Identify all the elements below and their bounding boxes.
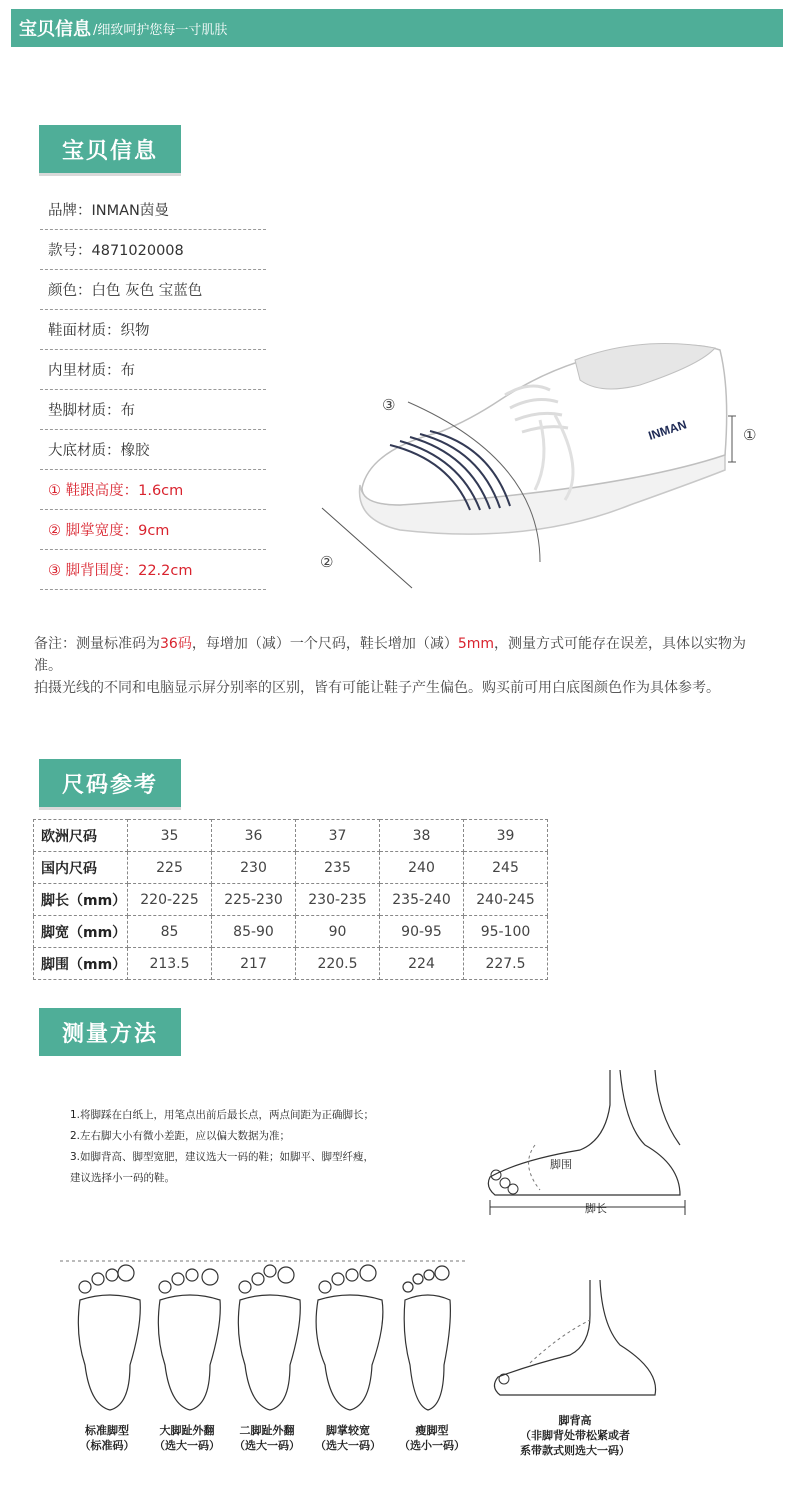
table-row: 脚长（mm） 220-225 225-230 230-235 235-240 240-245 bbox=[34, 884, 548, 916]
note-paragraph-2: 拍摄光线的不同和电脑显示屏分别率的区别，皆有可能让鞋子产生偏色。购买前可用白底图颜色作为具体参考。 bbox=[34, 680, 720, 696]
foot-type-wide: 脚掌较宽 （选大一码） bbox=[315, 1424, 381, 1452]
header-bar bbox=[11, 9, 783, 47]
step-1: 1.将脚踩在白纸上，用笔点出前后最长点，两点间距为正确脚长； bbox=[70, 1109, 375, 1121]
instep-illustration bbox=[490, 1275, 670, 1405]
section-title-size: 尺码参考 bbox=[39, 759, 181, 807]
foot-type-slim: 瘦脚型 （选小一码） bbox=[399, 1424, 465, 1452]
step-2: 2.左右脚大小有微小差距，应以偏大数据为准； bbox=[70, 1130, 291, 1142]
measurement-steps bbox=[70, 1105, 374, 1189]
info-upper-material: 鞋面材质：织物 bbox=[40, 310, 266, 350]
step-3-continued: 建议选择小一码的鞋。 bbox=[70, 1172, 175, 1184]
info-insole-material: 垫脚材质：布 bbox=[40, 390, 266, 430]
brand-logo-text: INMAN bbox=[646, 417, 689, 443]
table-row: 脚围（mm） 213.5 217 220.5 224 227.5 bbox=[34, 948, 548, 980]
table-row: 脚宽（mm） 85 85-90 90 90-95 95-100 bbox=[34, 916, 548, 948]
table-row: 欧洲尺码 35 36 37 38 39 bbox=[34, 820, 548, 852]
note-highlight-length: 5mm bbox=[457, 636, 495, 652]
mark-sole-width: ② bbox=[320, 553, 334, 571]
foot-type-big-toe-valgus: 大脚趾外翻 （选大一码） bbox=[154, 1424, 220, 1452]
header-title: 宝贝信息 bbox=[19, 19, 91, 40]
measurement-note bbox=[34, 633, 754, 699]
foot-type-standard: 标准脚型 （标准码） bbox=[79, 1424, 135, 1452]
foot-length-label: 脚长 bbox=[585, 1202, 607, 1215]
foot-type-second-toe-valgus: 二脚趾外翻 （选大一码） bbox=[234, 1424, 300, 1452]
step-3: 3.如脚背高、脚型宽肥，建议选大一码的鞋；如脚平、脚型纤瘦， bbox=[70, 1151, 375, 1163]
foot-side-illustration bbox=[480, 1065, 700, 1225]
shoe-illustration bbox=[300, 320, 780, 600]
instep-advice: 脚背高 （非脚背处带松紧或者 系带款式则选大一码） bbox=[520, 1414, 630, 1457]
info-heel-height: ① 鞋跟高度：1.6cm bbox=[40, 470, 266, 510]
info-sole-width: ② 脚掌宽度：9cm bbox=[40, 510, 266, 550]
section-title-method: 测量方法 bbox=[39, 1008, 181, 1056]
note-paragraph-1: 备注：测量标准码为36码，每增加（减）一个尺码，鞋长增加（减）5mm，测量方式可能存在误差，具体以实物为准。 bbox=[34, 636, 747, 674]
measurement-method bbox=[0, 1055, 790, 1491]
header-subtitle: /细致呵护您每一寸肌肤 bbox=[93, 22, 228, 38]
shoe-image bbox=[300, 320, 780, 600]
product-info-list bbox=[40, 190, 266, 590]
mark-heel-height: ① bbox=[743, 426, 757, 444]
info-outsole-material: 大底材质：橡胶 bbox=[40, 430, 266, 470]
info-brand: 品牌：INMAN茵曼 bbox=[40, 190, 266, 230]
info-style-number: 款号：4871020008 bbox=[40, 230, 266, 270]
info-colors: 颜色：白色 灰色 宝蓝色 bbox=[40, 270, 266, 310]
info-instep-girth: ③ 脚背围度：22.2cm bbox=[40, 550, 266, 590]
section-title-info: 宝贝信息 bbox=[39, 125, 181, 173]
table-row: 国内尺码 225 230 235 240 245 bbox=[34, 852, 548, 884]
foot-types-illustration bbox=[60, 1255, 480, 1425]
note-highlight-size: 36码 bbox=[160, 636, 192, 652]
mark-instep-girth: ③ bbox=[382, 396, 396, 414]
foot-girth-label: 脚围 bbox=[550, 1158, 572, 1171]
size-chart-table bbox=[33, 819, 548, 980]
info-lining-material: 内里材质：布 bbox=[40, 350, 266, 390]
